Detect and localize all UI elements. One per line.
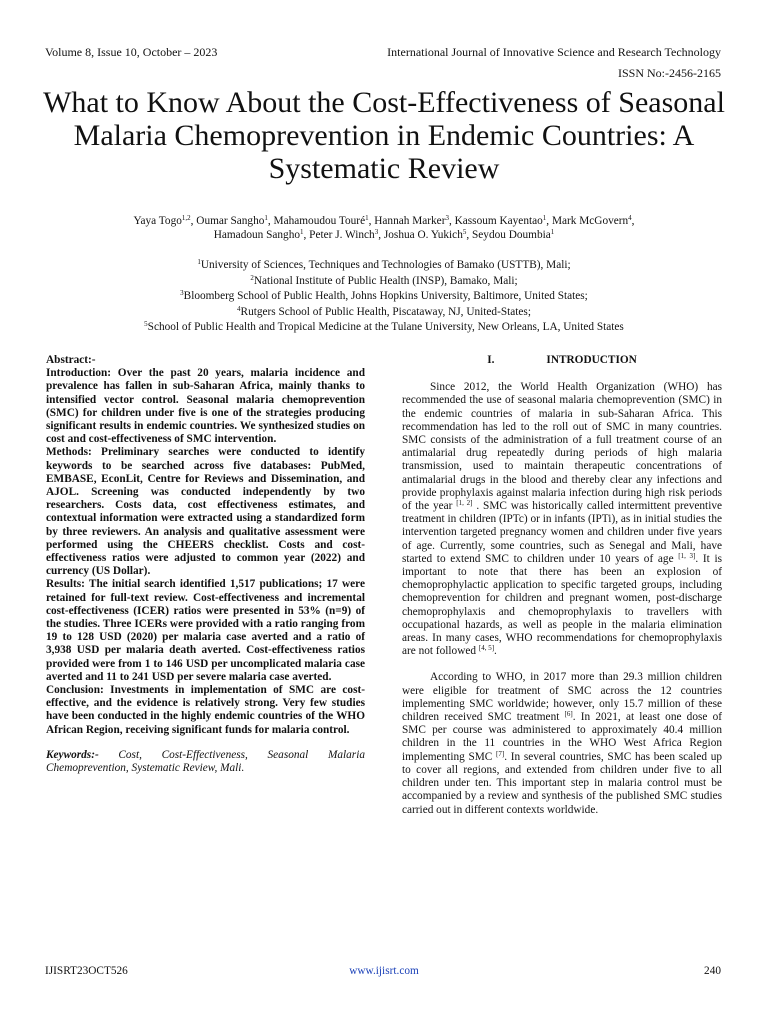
affiliation-line xyxy=(50,305,718,321)
header-issn: ISSN No:-2456-2165 xyxy=(617,66,721,80)
affiliation-marker: 4 xyxy=(237,304,241,313)
affiliation-marker: 1 xyxy=(197,258,201,266)
author-affiliation-marker: 1,2 xyxy=(181,214,191,222)
footer-website-link[interactable]: www.ijisrt.com xyxy=(349,965,419,977)
keywords-label: Keywords:- xyxy=(46,748,99,761)
affiliation-text: Bloomberg School of Public Health, Johns Hopkins University, Baltimore, United States; xyxy=(183,290,588,302)
author-name: Joshua O. Yukich xyxy=(383,229,463,241)
intro-paragraph-1: Since 2012, the World Health Organization (WHO) has recommended the use of seasonal malaria chemoprevention (SMC) in the endemic countries of malaria in sub-Saharan Africa. This recommendation has led to the roll out of SMC in many countries. SMC consists of the administration of a full treatment course of an antimalarial drug repeatedly during periods of high malaria transmission, used to maintain therapeutic concentrations of antimalarial drugs in the blood and thereby clear any infections and provide prophylaxis against malaria infection during high risk periods of the year [1, 2] . SMC was historically called intermittent preventive treatment in children (IPTc) or in infants (IPTi), as in initial studies the intervention targeted pregnancy women and children under five years of age. Currently, some countries, such as Senegal and Mali, have started to extend SMC to children under 10 years of age [1, 3]. It is important to note that there has been an explosion of chemoprophylactic application to specific targeted groups, including chemoprevention for children and pregnant women, post-discharge chemoprophylaxis and chemoprophylaxis to travellers with occupational hazards, as well as people in the malaria elimination areas. In many cases, WHO recommendations for chemoprophylaxis are not followed [4, 5]. xyxy=(402,381,723,658)
keywords xyxy=(46,749,365,775)
header-volume: Volume 8, Issue 10, October – 2023 xyxy=(45,45,218,59)
author-name: Peter J. Winch xyxy=(309,229,375,241)
affiliation-marker: 5 xyxy=(144,320,148,328)
affiliation-line xyxy=(50,289,718,305)
author-affiliation-marker: 1 xyxy=(264,214,268,222)
author-list: Yaya Togo$^{1,2}$, Oumar Sangho$^1$, Mahamoudou Touré$^1$, Hannah Marker$^3$, Kassoum Kayentao$^1$, Mark McGovern$^4$, Hamadoun Sangho$^1$, Peter J. Winch$^3$, Joshua O. Yukich$^5$, Seydou Doumbia$^1$ xyxy=(133,214,635,241)
author-name: Seydou Doumbia xyxy=(472,229,551,241)
author-affiliation-marker: 1 xyxy=(300,228,304,236)
affiliation-line xyxy=(50,258,718,274)
author-affiliation-marker: 5 xyxy=(462,228,467,236)
author-affiliation-marker: 1 xyxy=(365,214,369,222)
affiliation-line xyxy=(50,320,718,336)
affiliation-marker: 2 xyxy=(250,273,254,282)
citation-ref: [1, 2] xyxy=(456,499,473,508)
affiliation-text: Rutgers School of Public Health, Piscataway, NJ, United-States; xyxy=(240,305,531,318)
author-name: Kassoum Kayentao xyxy=(454,215,543,227)
author-name: Mahamoudou Touré xyxy=(273,215,366,227)
affiliation-line xyxy=(50,274,718,290)
affiliation-text: National Institute of Public Health (INSP), Bamako, Mali; xyxy=(253,274,518,287)
affiliation-text: School of Public Health and Tropical Medicine at the Tulane University, New Orleans, LA, United States xyxy=(147,321,624,333)
header-journal: International Journal of Innovative Science and Research Technology xyxy=(387,45,721,59)
affiliation-marker: 3 xyxy=(180,289,184,297)
author-name: Yaya Togo xyxy=(133,215,182,227)
section-number: I. xyxy=(487,354,495,366)
intro-paragraph-2: According to WHO, in 2017 more than 29.3 million children were eligible for treatment of SMC across the 12 countries implementing SMC worldwide; however, only 15.7 million of these children received SMC treatment [6]. In 2021, at least one dose of SMC per course was administered to approximately 40.4 million children in the 11 countries in the WHO West Africa Region implementing SMC [7]. In several countries, SMC has been scaled up to cover all regions, and extended from children under five to all children under ten. This important step in malaria control must be accompanied by a review and synthesis of the published SMC studies carried out in different contexts worldwide. xyxy=(402,671,722,816)
citation-ref: [4, 5] xyxy=(478,644,495,653)
abstract-heading: Abstract:- xyxy=(46,354,96,366)
introduction-column xyxy=(402,354,722,817)
abstract-methods: Methods: Preliminary searches were conducted to identify keywords to be searched across five databases: PubMed, EMBASE, EconLit, Centre for Reviews and Dissemination, and AJOL. Screening was conducted independently by two researchers. Costs data, cost effectiveness estimates, and contextual information were extracted using a standardized form by three reviewers. An analysis and qualitative assessment were performed using the CHEERS checklist. Costs and cost-effectiveness ratios were adjusted to common year (2022) and currency (US Dollar). xyxy=(46,446,365,578)
author-affiliation-marker: 3 xyxy=(445,214,449,222)
section-title: INTRODUCTION xyxy=(546,354,637,366)
citation-ref: [6] xyxy=(564,710,573,719)
author-affiliation-marker: 1 xyxy=(542,214,547,222)
section-heading xyxy=(402,354,722,367)
abstract-introduction: Introduction: Over the past 20 years, malaria incidence and prevalence has fallen in sub-Saharan Africa, mainly thanks to intensified vector control. Seasonal malaria chemoprevention (SMC) for children under five is one of the strategies producing significant results in endemic countries. We synthesized studies on cost and cost-effectiveness of SMC intervention. xyxy=(46,367,365,446)
abstract-results: Results: The initial search identified 1,517 publications; 17 were retained for full-text review. Cost-effectiveness and incremental cost-effectiveness (ICER) ratios were presented in 53% (n=9) of the studies. Three ICERs were provided with a ratio ranging from 19 to 128 USD (2020) per malaria case averted and a ratio of 3,938 USD per malaria death averted. Cost-effectiveness ratios provided were from 1 to 146 USD per uncomplicated malaria case averted and 11 to 241 USD per severe malaria case averted. xyxy=(46,578,365,683)
footer-paper-id: IJISRT23OCT526 xyxy=(45,965,128,977)
keywords-text: Cost, Cost-Effectiveness, Seasonal Malaria Chemoprevention, Systematic Review, Mali. xyxy=(46,748,365,775)
citation-ref: [1, 3] xyxy=(678,551,696,560)
abstract-conclusion: Conclusion: Investments in implementation of SMC are cost-effective, and the evidence is relatively strong. Very few studies have been conducted in the highly endemic countries of the WHO African Region, receiving significant funds for malaria control. xyxy=(46,684,365,736)
author-affiliation-marker: 4 xyxy=(628,214,632,222)
abstract-column xyxy=(46,354,365,775)
author-name: Mark McGovern xyxy=(551,215,629,227)
affiliation-list xyxy=(50,258,718,336)
affiliation-text: University of Sciences, Techniques and Technologies of Bamako (USTTB), Mali; xyxy=(200,259,571,271)
author-name: Hamadoun Sangho xyxy=(213,229,301,241)
author-name: Oumar Sangho xyxy=(196,215,265,227)
footer-page-number: 240 xyxy=(704,965,721,977)
author-name: Hannah Marker xyxy=(374,215,446,227)
paper-title: What to Know About the Cost-Effectiveness of Seasonal Malaria Chemoprevention in Endemic Countries: A Systematic Review xyxy=(43,86,725,185)
citation-ref: [7] xyxy=(496,749,505,758)
author-affiliation-marker: 3 xyxy=(374,228,379,236)
author-affiliation-marker: 1 xyxy=(550,228,555,236)
